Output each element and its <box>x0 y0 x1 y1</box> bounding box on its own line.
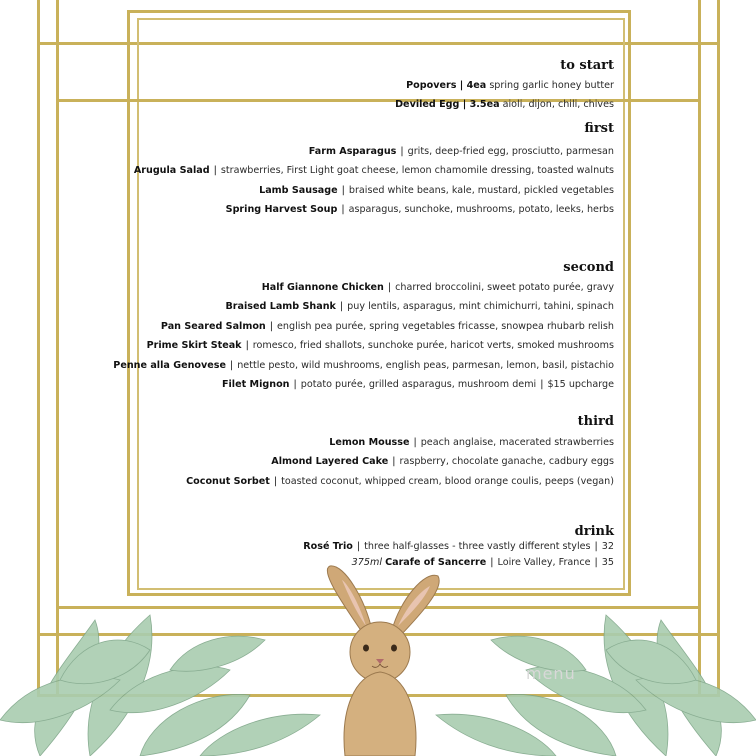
menu-item: Popovers | 4ea spring garlic honey butter <box>406 80 614 91</box>
section-title-to-start: to start <box>560 58 614 73</box>
section-title-drink: drink <box>574 524 614 539</box>
section-title-third: third <box>577 414 614 429</box>
menu-item: Lemon Mousse | peach anglaise, macerated strawberries <box>329 437 614 448</box>
menu-item: Coconut Sorbet | toasted coconut, whipped cream, blood orange coulis, peeps (vegan) <box>186 475 614 487</box>
first-items <box>134 142 614 220</box>
menu-item: Deviled Egg | 3.5ea aioli, dijon, chili, chives <box>395 99 614 111</box>
menu-item: Rosé Trio | three half-glasses - three vastly different styles | 32 <box>303 541 614 552</box>
menu-item: Pan Seared Salmon | english pea purée, spring vegetables fricasse, snowpea rhubarb relish <box>160 320 614 332</box>
menu-item: Braised Lamb Shank | puy lentils, asparagus, mint chimichurri, tahini, spinach <box>225 301 614 313</box>
menu-item: Almond Layered Cake | raspberry, chocolate ganache, cadbury eggs <box>271 456 614 468</box>
section-title-second: second <box>563 260 614 275</box>
section-third <box>578 414 614 429</box>
second-items <box>113 278 614 394</box>
watermark: menu <box>526 664 576 683</box>
foliage-bunny-illustration <box>0 560 756 756</box>
leaves-left <box>0 615 320 756</box>
section-first <box>584 121 614 136</box>
section-drink <box>575 524 614 539</box>
menu-item: Lamb Sausage | braised white beans, kale, mustard, pickled vegetables <box>259 184 614 196</box>
menu-item: Spring Harvest Soup | asparagus, sunchoke, mushrooms, potato, leeks, herbs <box>225 204 614 216</box>
menu-item: Farm Asparagus | grits, deep-fried egg, prosciutto, parmesan <box>308 146 614 157</box>
menu-item: Arugula Salad | strawberries, First Light goat cheese, lemon chamomile dressing, toasted walnuts <box>133 165 614 177</box>
third-items <box>186 433 614 491</box>
leaves-right <box>436 615 756 756</box>
menu-item: Half Giannone Chicken | charred broccolini, sweet potato purée, gravy <box>261 282 614 293</box>
menu-item: 375ml Carafe of Sancerre | Loire Valley, France | 35 <box>351 557 614 568</box>
menu-item: Penne alla Genovese | nettle pesto, wild mushrooms, english peas, parmesan, lemon, basil, pistachio <box>113 359 614 371</box>
menu-item: Prime Skirt Steak | romesco, fried shallots, sunchoke purée, haricot verts, smoked mushrooms <box>146 340 614 352</box>
section-to-start <box>560 58 614 73</box>
to-start-items <box>395 76 614 115</box>
section-title-first: first <box>584 121 614 136</box>
menu-item: Filet Mignon | potato purée, grilled asparagus, mushroom demi | $15 upcharge <box>221 379 614 391</box>
bunny-icon <box>327 566 439 756</box>
section-second <box>563 260 614 275</box>
